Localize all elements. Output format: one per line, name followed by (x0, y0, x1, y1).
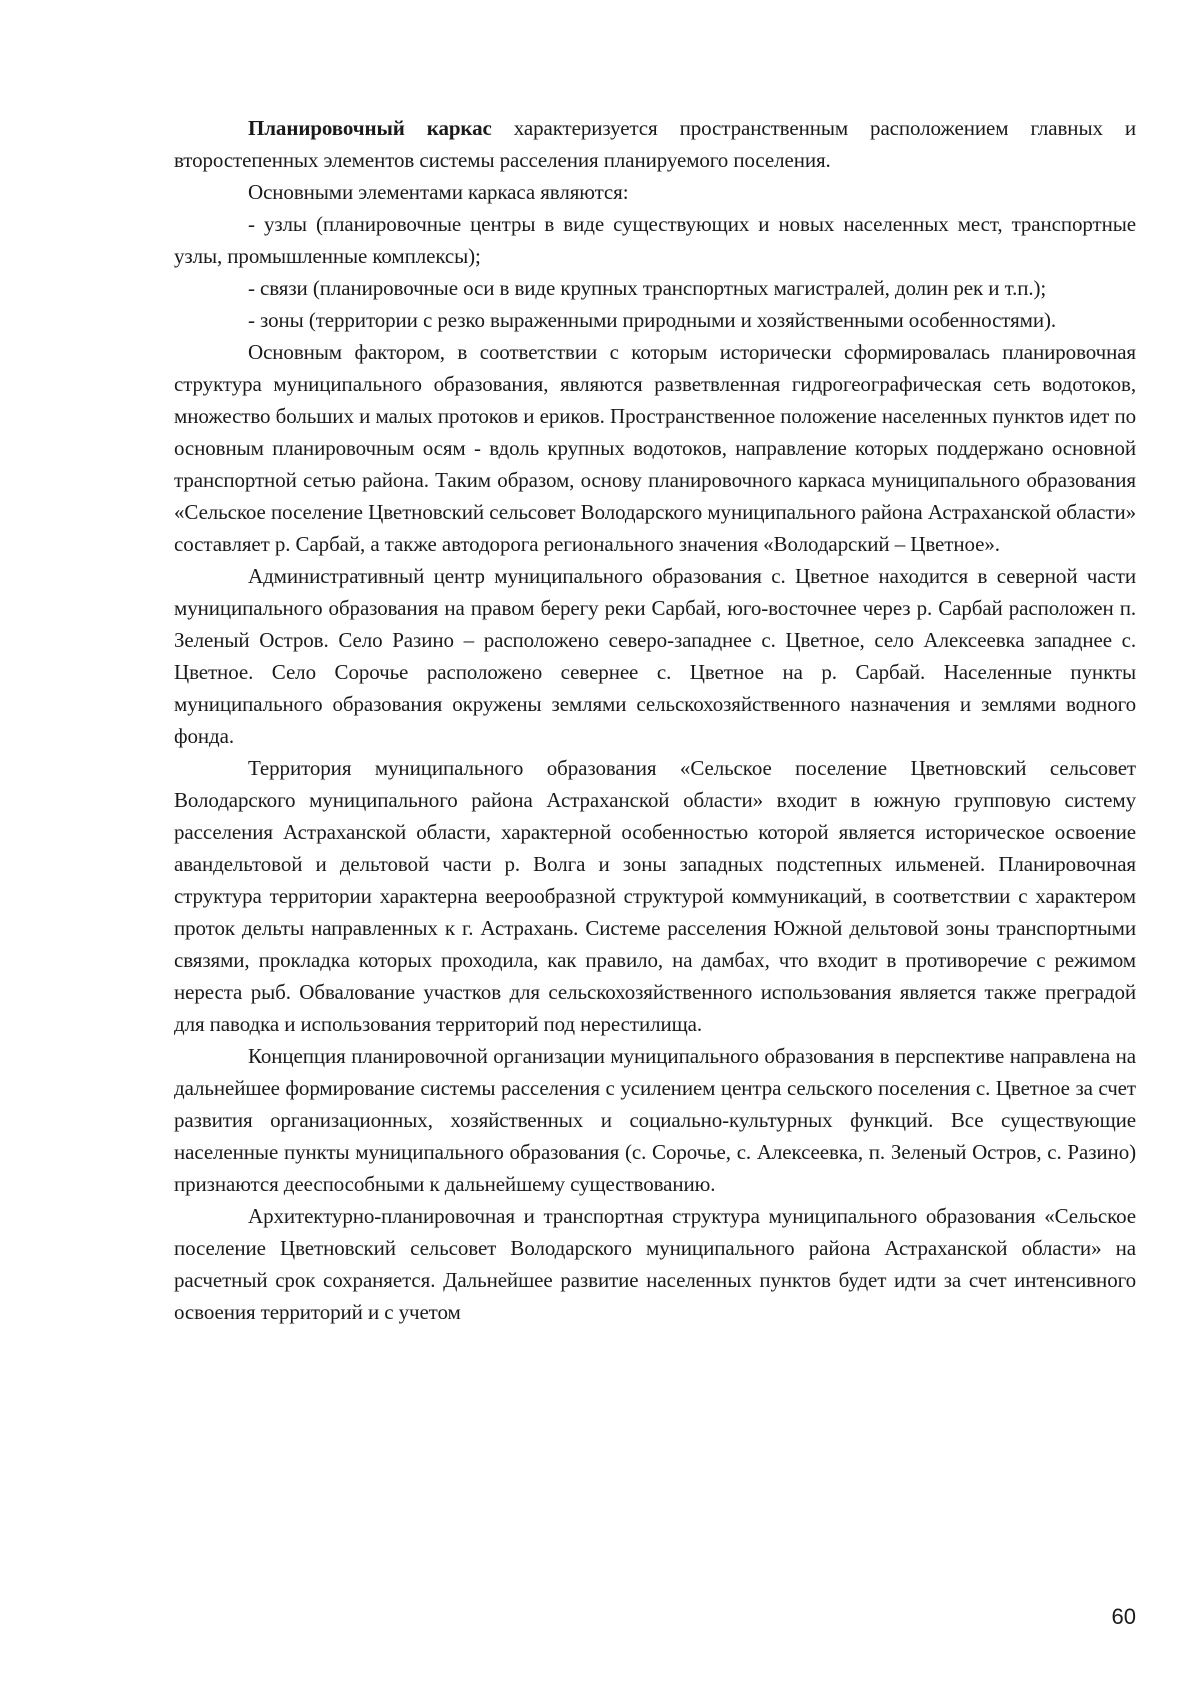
list-item-links (174, 272, 1136, 304)
paragraph-territory (174, 752, 1136, 1040)
paragraph-administrative-center (174, 560, 1136, 752)
list-item-zones (174, 304, 1136, 336)
paragraph-text: - узлы (планировочные центры в виде существующих и новых населенных мест, транспортные узлы, промышленные комплексы); (174, 212, 1136, 268)
paragraph-text: характеризуется пространственным расположением главных и второстепенных элементов системы расселения планируемого поселения. (174, 116, 1136, 172)
paragraph-text: Основным фактором, в соответствии с которым исторически сформировалась планировочная структура муниципального образования, являются разветвленная гидрогеографическая сеть водотоков, множество больших и малых протоков и ериков. Пространственное положение населенных пунктов идет по основным планировочным осям - вдоль крупных водотоков, направление которых поддержано основной транспортной сетью района. Таким образом, основу планировочного каркаса муниципального образования «Сельское поселение Цветновский сельсовет Володарского муниципального района Астраханской области» составляет р. Сарбай, а также автодорога регионального значения «Володарский – Цветное». (174, 340, 1136, 556)
paragraph-planning-framework (174, 112, 1136, 176)
paragraph-framework-elements (174, 176, 1136, 208)
list-item-nodes (174, 208, 1136, 272)
page-number: 60 (1111, 1604, 1136, 1629)
document-body (174, 112, 1136, 1328)
term-planning-framework: Планировочный каркас (248, 116, 492, 140)
paragraph-text: Территория муниципального образования «Сельское поселение Цветновский сельсовет Володарского муниципального района Астраханской области» входит в южную групповую систему расселения Астраханской области, характерной особенностью которой является историческое освоение авандельтовой и дельтовой части р. Волга и зоны западных подстепных ильменей. Планировочная структура территории характерна веерообразной структурой коммуникаций, в соответствии с характером проток дельты направленных к г. Астрахань. Системе расселения Южной дельтовой зоны транспортными связями, прокладка которых проходила, как правило, на дамбах, что входит в противоречие с режимом нереста рыб. Обвалование участков для сельскохозяйственного использования является также преградой для паводка и использования территорий под нерестилища. (174, 756, 1136, 1036)
paragraph-concept (174, 1040, 1136, 1200)
paragraph-text: - связи (планировочные оси в виде крупных транспортных магистралей, долин рек и т.п.); (248, 276, 1047, 300)
paragraph-text: Основными элементами каркаса являются: (248, 180, 629, 204)
paragraph-text: Архитектурно-планировочная и транспортная структура муниципального образования «Сельское поселение Цветновский сельсовет Володарского муниципального района Астраханской области» на расчетный срок сохраняется. Дальнейшее развитие населенных пунктов будет идти за счет интенсивного освоения территорий и с учетом (174, 1204, 1136, 1324)
paragraph-main-factor (174, 336, 1136, 560)
paragraph-text: Концепция планировочной организации муниципального образования в перспективе направлена на дальнейшее формирование системы расселения с усилением центра сельского поселения с. Цветное за счет развития организационных, хозяйственных и социально-культурных функций. Все существующие населенные пункты муниципального образования (с. Сорочье, с. Алексеевка, п. Зеленый Остров, с. Разино) признаются дееспособными к дальнейшему существованию. (174, 1044, 1136, 1196)
paragraph-text: Административный центр муниципального образования с. Цветное находится в северной части муниципального образования на правом берегу реки Сарбай, юго-восточнее через р. Сарбай расположен п. Зеленый Остров. Село Разино – расположено северо-западнее с. Цветное, село Алексеевка западнее с. Цветное. Село Сорочье расположено севернее с. Цветное на р. Сарбай. Населенные пункты муниципального образования окружены землями сельскохозяйственного назначения и землями водного фонда. (174, 564, 1136, 748)
paragraph-text: - зоны (территории с резко выраженными природными и хозяйственными особенностями). (248, 308, 1057, 332)
paragraph-architectural-structure (174, 1200, 1136, 1328)
